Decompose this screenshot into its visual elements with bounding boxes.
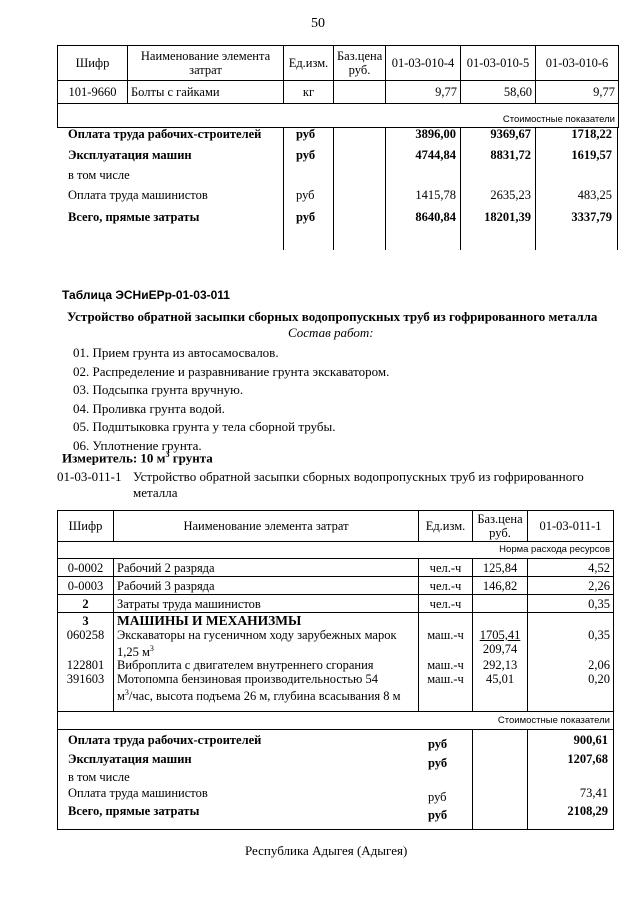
cell-name: Рабочий 2 разряда (114, 559, 419, 577)
cell-price: 1705,41 (479, 628, 521, 642)
table-row (58, 559, 614, 577)
cell-value: 0,35 (588, 628, 610, 642)
cell-value: 4,52 (528, 559, 614, 577)
header-col6: 01-03-010-6 (536, 46, 619, 81)
page-number: 50 (311, 16, 325, 31)
cost-name: Всего, прямые затраты (68, 210, 200, 224)
cost-unit: руб (296, 127, 316, 141)
cell-name-cont: $м^3$/час, высота подъема 26 м, глубина всасывания 8 м (117, 688, 401, 704)
work-item: 02. Распределение и разравнивание грунта экскаватором. (73, 363, 390, 379)
work-item: 06. Уплотнение грунта. (73, 437, 202, 453)
machines-code: 3 (82, 614, 89, 628)
cell-v4: 9,77 (386, 81, 461, 104)
cell-code: 0-0002 (58, 559, 114, 577)
meter-label: Измеритель: 10 $м^3$ грунта (62, 450, 213, 466)
cost-table-010 (57, 45, 619, 128)
cell-code: 122801 (66, 658, 105, 672)
work-item: 01. Прием грунта из автосамосвалов. (73, 345, 279, 360)
header-unit: Ед.изм. (419, 511, 473, 542)
cell-price: 146,82 (473, 577, 528, 595)
cost-v4: 3896,00 (415, 127, 456, 141)
cell-code: 0-0003 (58, 577, 114, 595)
composition-label: Состав работ: (288, 325, 374, 340)
cell-code: 2 (58, 595, 114, 613)
cost-name: в том числе (68, 770, 130, 784)
cost-value: 2108,29 (567, 804, 608, 818)
cell-name: Болты с гайками (128, 81, 284, 104)
cell-value: 0,20 (588, 672, 610, 686)
cost-name: Эксплуатация машин (68, 752, 192, 766)
cost-v5: 8831,72 (490, 148, 531, 162)
cost-value: 900,61 (573, 733, 608, 747)
cost-v6: 1619,57 (571, 148, 612, 162)
cost-v6: 483,25 (577, 188, 612, 202)
cell-unit: кг (284, 81, 334, 104)
header-unit: Ед.изм. (284, 46, 334, 81)
section-heading: Устройство обратной засыпки сборных водопропускных труб из гофрированного металла (67, 309, 598, 324)
cell-unit: чел.-ч (419, 559, 473, 577)
header-name: Наименование элемента затрат (114, 511, 419, 542)
cost-value: 73,41 (579, 786, 608, 800)
cell-price (473, 595, 528, 613)
cell-name: Экскаваторы на гусеничном ходу зарубежных марок (117, 628, 397, 642)
header-col5: 01-03-010-5 (461, 46, 536, 81)
cost-name: Оплата труда машинистов (68, 786, 208, 800)
item-text-cont: металла (133, 485, 178, 500)
item-text: Устройство обратной засыпки сборных водопропускных труб из гофрированного (133, 469, 584, 484)
cell-unit: чел.-ч (419, 577, 473, 595)
cell-code: 391603 (66, 672, 105, 686)
cost-name: Оплата труда рабочих-строителей (68, 733, 262, 747)
cost-name: Всего, прямые затраты (68, 804, 200, 818)
cell-name: Мотопомпа бензиновая производительностью 54 (117, 672, 379, 686)
header-price: Баз.цена руб. (334, 46, 386, 81)
cost-v5: 18201,39 (484, 210, 531, 224)
resource-table-011 (57, 510, 614, 830)
cell-code: 060258 (66, 628, 105, 642)
table-row (58, 595, 614, 613)
cost-name: Оплата труда рабочих-строителей (68, 127, 262, 141)
table-row (58, 81, 619, 104)
header-col: 01-03-011-1 (528, 511, 614, 542)
cell-unit: маш.-ч (427, 628, 464, 642)
work-item: 03. Подсыпка грунта вручную. (73, 382, 244, 397)
cost-unit: руб (428, 756, 448, 770)
cost-v4: 1415,78 (415, 188, 456, 202)
cost-value: 1207,68 (567, 752, 608, 766)
cost-unit: руб (428, 790, 447, 804)
cell-unit: маш.-ч (427, 672, 464, 686)
header-name: Наименование элемента затрат (128, 46, 284, 81)
cell-code: 101-9660 (58, 81, 128, 104)
cost-unit: руб (296, 210, 316, 224)
cell-value: 2,26 (528, 577, 614, 595)
cell-name: Затраты труда машинистов (114, 595, 419, 613)
cell-value: 0,35 (528, 595, 614, 613)
cost-unit: руб (296, 148, 316, 162)
header-price: Баз.цена руб. (473, 511, 528, 542)
cell-value: 2,06 (588, 658, 610, 672)
header-code: Шифр (58, 511, 114, 542)
header-col4: 01-03-010-4 (386, 46, 461, 81)
cell-v6: 9,77 (536, 81, 619, 104)
cost-indicators-label: Стоимостные показатели (58, 104, 619, 128)
cost-v4: 8640,84 (415, 210, 456, 224)
header-code: Шифр (58, 46, 128, 81)
work-item: 04. Проливка грунта водой. (73, 400, 225, 416)
cell-price (334, 81, 386, 104)
norm-label: Норма расхода ресурсов (58, 542, 614, 559)
cell-name: Виброплита с двигателем внутреннего сгорания (117, 658, 374, 672)
cost-unit: руб (428, 808, 448, 822)
cell-price-2: 209,74 (482, 642, 518, 656)
cell-unit: чел.-ч (419, 595, 473, 613)
cost-name: Оплата труда машинистов (68, 188, 208, 202)
machines-title: МАШИНЫ И МЕХАНИЗМЫ (117, 613, 302, 628)
cell-price: 292,13 (482, 658, 518, 672)
cost-unit: руб (296, 188, 315, 202)
cell-v5: 58,60 (461, 81, 536, 104)
machines-section (58, 613, 614, 712)
table-row (58, 577, 614, 595)
cost-indicators-label: Стоимостные показатели (58, 712, 614, 730)
work-item: 05. Подштыковка грунта у тела сборной трубы. (73, 419, 336, 434)
cell-name-cont: 1,25 $м^3$ (117, 644, 154, 660)
cost-v6: 1718,22 (571, 127, 612, 141)
cost-v5: 2635,23 (490, 188, 531, 202)
cost-v6: 3337,79 (571, 210, 612, 224)
cell-name: Рабочий 3 разряда (114, 577, 419, 595)
item-code: 01-03-011-1 (57, 469, 122, 484)
cost-v4: 4744,84 (415, 148, 456, 162)
cell-unit: маш.-ч (427, 658, 464, 672)
cost-name: в том числе (68, 168, 130, 182)
cost-name: Эксплуатация машин (68, 148, 192, 162)
cost-v5: 9369,67 (490, 127, 531, 141)
cell-price: 45,01 (485, 672, 515, 686)
table-title: Таблица ЭСНиЕРр-01-03-011 (62, 288, 230, 302)
footer-region: Республика Адыгея (Адыгея) (245, 843, 408, 858)
cell-price: 125,84 (473, 559, 528, 577)
cost-unit: руб (428, 737, 448, 751)
